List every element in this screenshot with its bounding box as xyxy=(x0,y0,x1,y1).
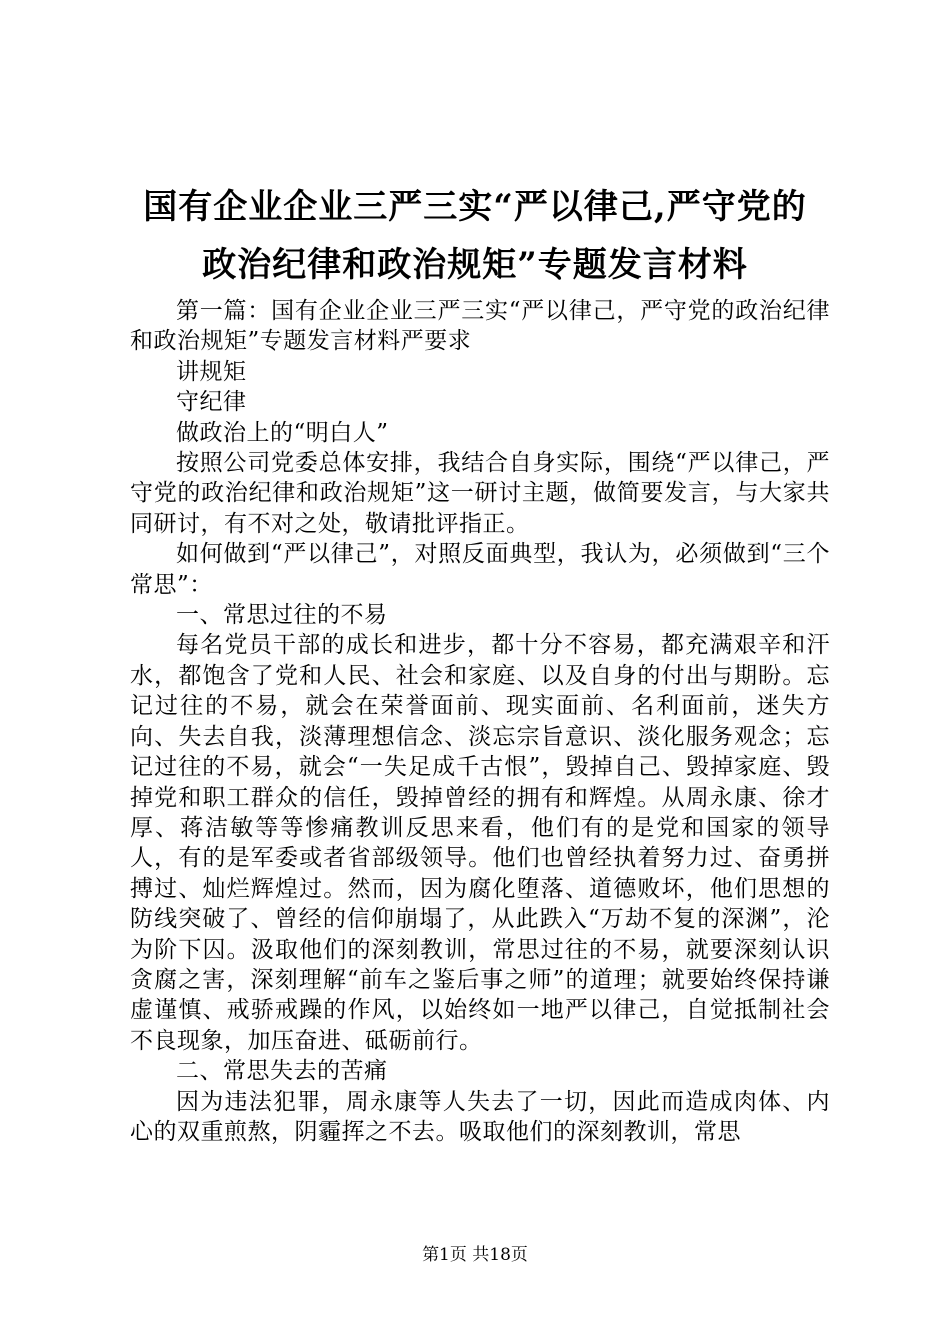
paragraph-section-2-body: 因为违法犯罪，周永康等人失去了一切，因此而造成肉体、内心的双重煎熬，阴霾挥之不去。吸取他们的深刻教训，常思 xyxy=(130,1088,830,1145)
document-body xyxy=(130,296,830,1147)
title-line-2: 政治纪律和政治规矩”专题发言材料 xyxy=(202,245,748,285)
paragraph-subheading-rules: 讲规矩 xyxy=(176,358,247,385)
paragraph-chapter-heading: 第一篇：国有企业企业三严三实“严以律己，严守党的政治纪律和政治规矩”专题发言材料严要求 xyxy=(130,298,830,355)
page-footer: 第1页 共18页 xyxy=(422,1245,528,1265)
paragraph-three-reflections: 如何做到“严以律己”，对照反面典型，我认为，必须做到“三个常思”： xyxy=(130,541,830,598)
section-heading-1: 一、常思过往的不易 xyxy=(176,602,388,629)
paragraph-section-1-body: 每名党员干部的成长和进步，都十分不容易，都充满艰辛和汗水，都饱含了党和人民、社会和家庭、以及自身的付出与期盼。忘记过往的不易，就会在荣誉面前、现实面前、名利面前，迷失方向、失去自我，淡薄理想信念、淡忘宗旨意识、淡化服务观念；忘记过往的不易，就会“一失足成千古恨”，毁掉自己、毁掉家庭、毁掉党和职工群众的信任，毁掉曾经的拥有和辉煌。从周永康、徐才厚、蒋洁敏等等惨痛教训反思来看，他们有的是党和国家的领导人，有的是军委或者省部级领导。他们也曾经执着努力过、奋勇拼搏过、灿烂辉煌过。然而，因为腐化堕落、道德败坏，他们思想的防线突破了、曾经的信仰崩塌了，从此跌入“万劫不复的深渊”，沦为阶下囚。汲取他们的深刻教训，常思过往的不易，就要深刻认识贪腐之害，深刻理解“前车之鉴后事之师”的道理；就要始终保持谦虚谨慎、戒骄戒躁的作风，以始终如一地严以律己，自觉抵制社会不良现象，加压奋进、砥砺前行。 xyxy=(130,632,830,1054)
paragraph-intro: 按照公司党委总体安排，我结合自身实际，围绕“严以律己，严守党的政治纪律和政治规矩”这一研讨主题，做简要发言，与大家共同研讨，有不对之处，敬请批评指正。 xyxy=(130,450,830,537)
paragraph-subheading-discipline: 守纪律 xyxy=(176,389,247,416)
section-heading-2: 二、常思失去的苦痛 xyxy=(176,1058,388,1085)
document-title xyxy=(100,178,850,294)
title-line-1: 国有企业企业三严三实“严以律己,严守党的 xyxy=(143,187,807,227)
paragraph-subheading-clear-minded: 做政治上的“明白人” xyxy=(176,419,389,446)
